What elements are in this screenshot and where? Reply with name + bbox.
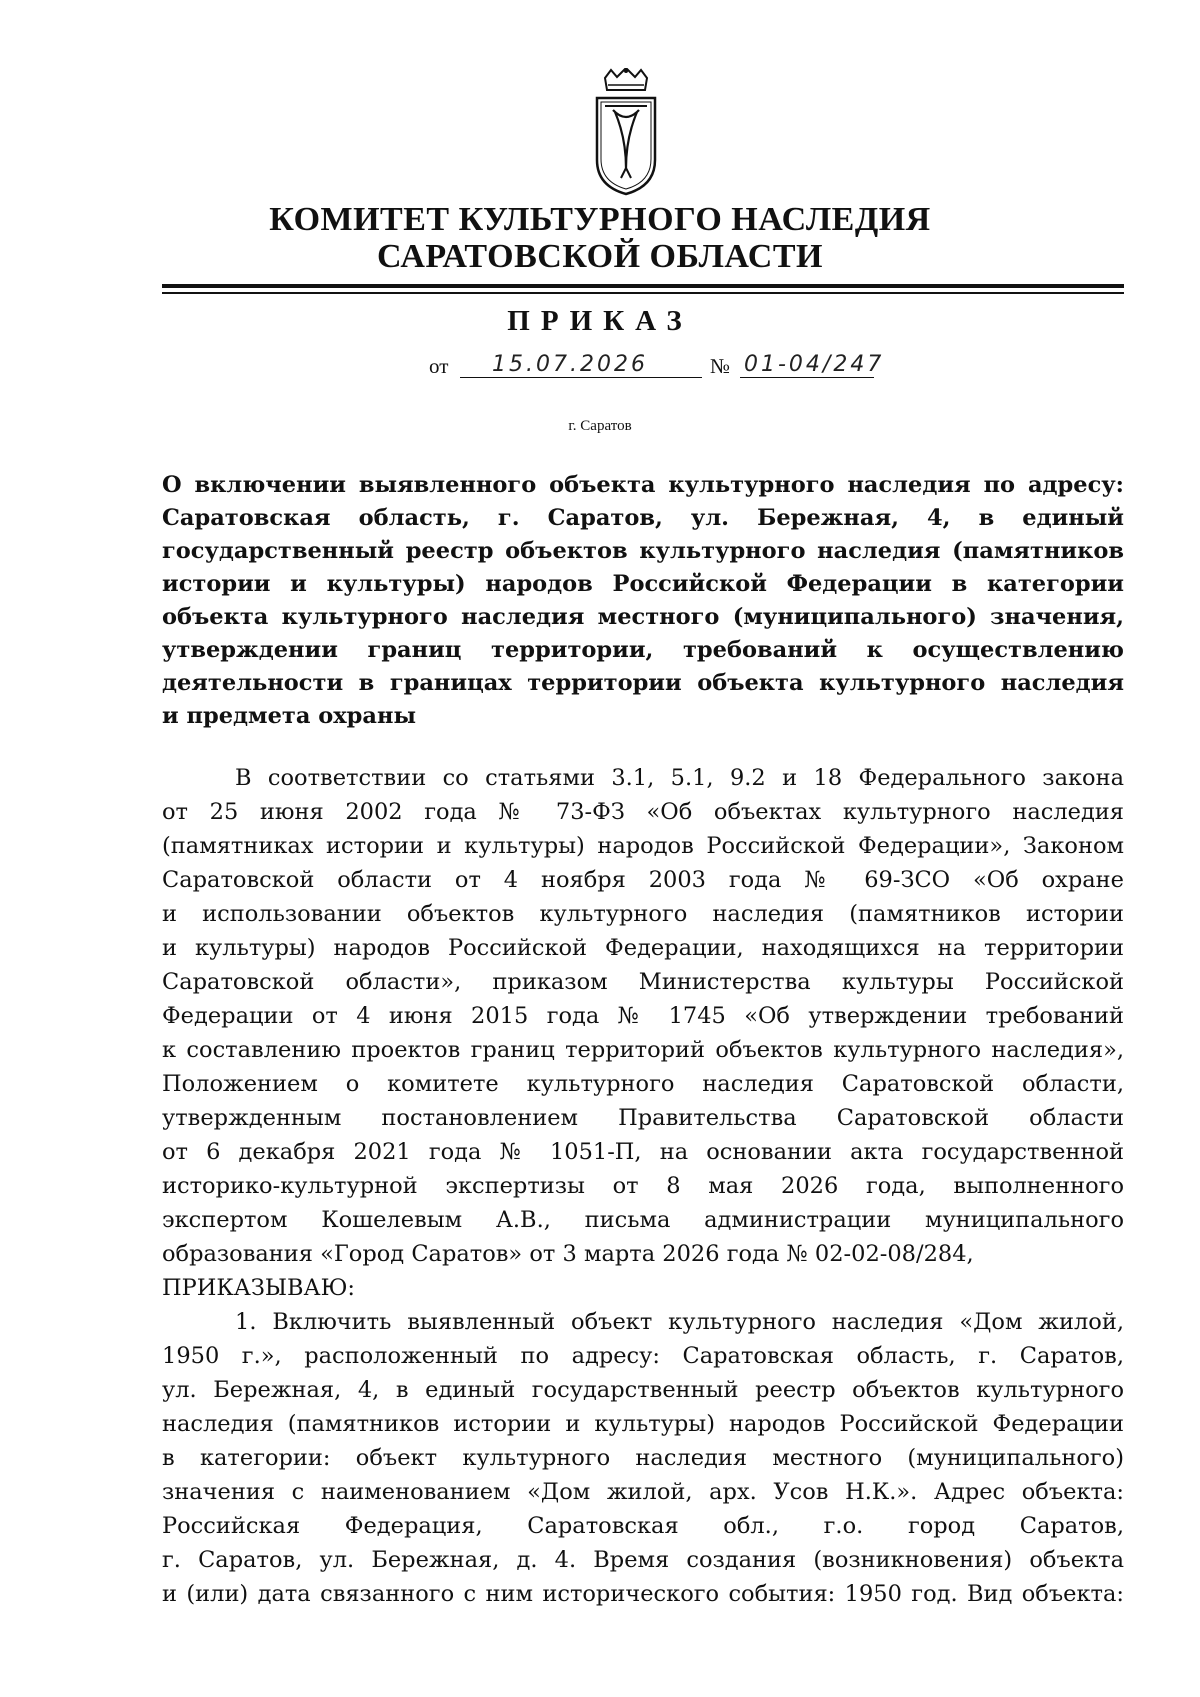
body-line: (памятниках истории и культуры) народов Российской Федерации», Законом (162, 833, 1124, 859)
document-type-title: ПРИКАЗ (507, 305, 693, 337)
body-line: и (или) дата связанного с ним исторического события: 1950 год. Вид объекта: (162, 1581, 1124, 1607)
body-line: значения с наименованием «Дом жилой, арх. Усов Н.К.». Адрес объекта: (162, 1479, 1124, 1505)
body-line: и использовании объектов культурного наследия (памятников истории (162, 901, 1124, 927)
header-divider-thin (162, 292, 1124, 294)
body-line: наследия (памятников истории и культуры) народов Российской Федерации (162, 1411, 1124, 1437)
body-line: Саратовской области», приказом Министерства культуры Российской (162, 969, 1124, 995)
body-line: В соответствии со статьями 3.1, 5.1, 9.2 и 18 Федерального закона (235, 765, 1124, 791)
saratov-oblast-coat-of-arms-icon (591, 68, 661, 198)
body-line: и культуры) народов Российской Федерации, находящихся на территории (162, 935, 1124, 961)
title-line: утверждении границ территории, требований к осуществлению (162, 637, 1124, 663)
title-line: объекта культурного наследия местного (муниципального) значения, (162, 604, 1124, 630)
body-line: в категории: объект культурного наследия местного (муниципального) (162, 1445, 1124, 1471)
title-line: и предмета охраны (162, 703, 417, 729)
header-divider-thick (162, 284, 1124, 288)
title-line: государственный реестр объектов культурного наследия (памятников (162, 538, 1124, 564)
title-line: О включении выявленного объекта культурного наследия по адресу: (162, 472, 1124, 498)
body-line: от 6 декабря 2021 года № 1051-П, на основании акта государственной (162, 1139, 1124, 1165)
date-prefix: от (429, 354, 449, 378)
body-line: г. Саратов, ул. Бережная, д. 4. Время создания (возникновения) объекта (162, 1547, 1124, 1573)
body-line: 1. Включить выявленный объект культурного наследия «Дом жилой, (235, 1309, 1124, 1335)
body-line: Федерации от 4 июня 2015 года № 1745 «Об утверждении требований (162, 1003, 1124, 1029)
body-line: утвержденным постановлением Правительства Саратовской области (162, 1105, 1124, 1131)
body-line: к составлению проектов границ территорий объектов культурного наследия», (162, 1037, 1124, 1063)
body-line: ПРИКАЗЫВАЮ: (162, 1275, 355, 1301)
title-line: деятельности в границах территории объекта культурного наследия (162, 670, 1124, 696)
organization-name-line-1: КОМИТЕТ КУЛЬТУРНОГО НАСЛЕДИЯ (269, 201, 931, 238)
body-line: экспертом Кошелевым А.В., письма администрации муниципального (162, 1207, 1124, 1233)
body-line: образования «Город Саратов» от 3 марта 2026 года № 02-02-08/284, (162, 1241, 974, 1267)
issuing-city: г. Саратов (568, 418, 632, 434)
body-line: от 25 июня 2002 года № 73-ФЗ «Об объектах культурного наследия (162, 799, 1124, 825)
body-line: историко-культурной экспертизы от 8 мая 2026 года, выполненного (162, 1173, 1124, 1199)
body-line: Саратовской области от 4 ноября 2003 года № 69-ЗСО «Об охране (162, 867, 1124, 893)
body-line: ул. Бережная, 4, в единый государственный реестр объектов культурного (162, 1377, 1124, 1403)
title-line: истории и культуры) народов Российской Федерации в категории (162, 571, 1124, 597)
body-line: Российская Федерация, Саратовская обл., г.о. город Саратов, (162, 1513, 1124, 1539)
handwritten-date: 15.07.2026 (492, 352, 648, 377)
title-line: Саратовская область, г. Саратов, ул. Бережная, 4, в единый (162, 505, 1124, 531)
body-line: Положением о комитете культурного наследия Саратовской области, (162, 1071, 1124, 1097)
body-line: 1950 г.», расположенный по адресу: Саратовская область, г. Саратов, (162, 1343, 1124, 1369)
organization-name-line-2: САРАТОВСКОЙ ОБЛАСТИ (377, 238, 823, 275)
handwritten-order-number: 01-04/247 (744, 352, 885, 377)
number-prefix: № (710, 354, 731, 378)
